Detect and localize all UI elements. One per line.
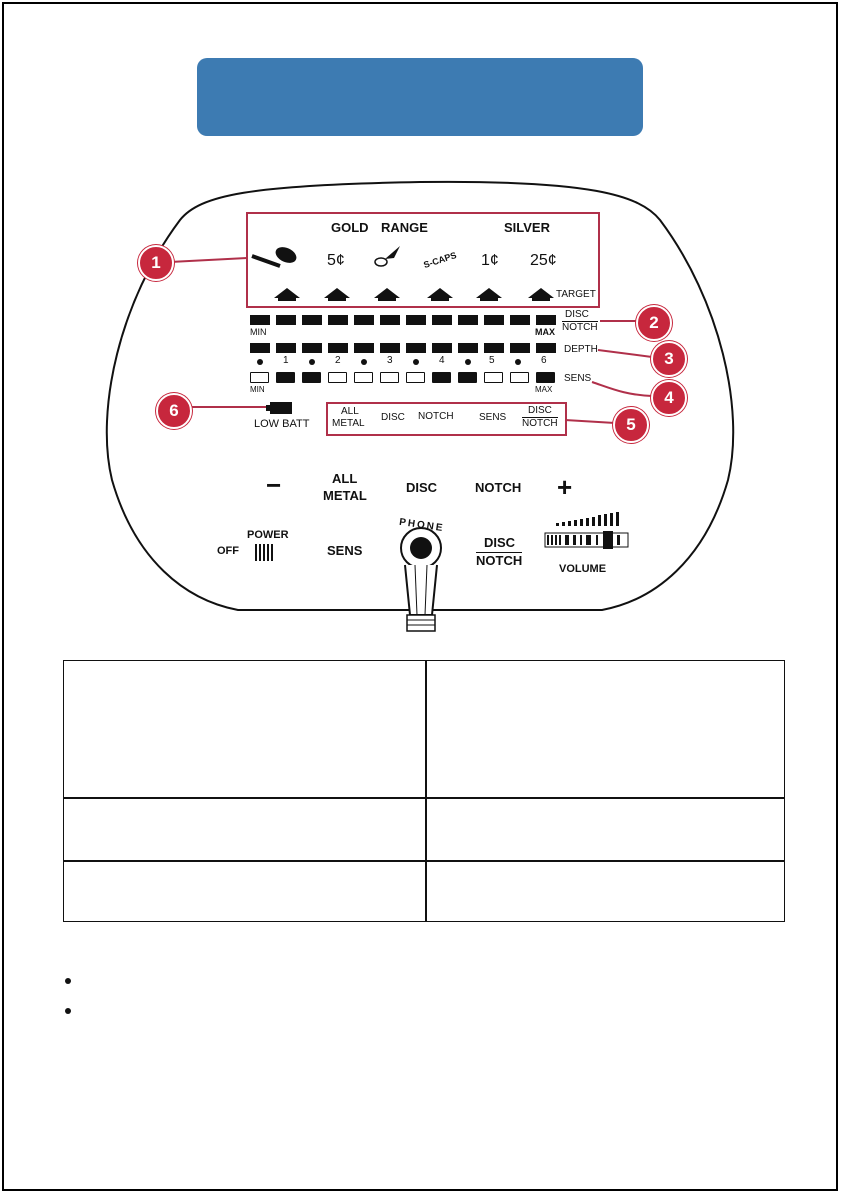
all-metal-button-bottom[interactable]: METAL (323, 488, 367, 503)
depth-dot (413, 359, 419, 365)
segment (484, 343, 504, 353)
callout-6: 6 (156, 393, 192, 429)
depth-dot (257, 359, 263, 365)
segment (302, 372, 321, 383)
volume-label[interactable]: VOLUME (559, 563, 607, 575)
table-row-divider (64, 797, 784, 799)
segment (406, 372, 425, 383)
disc-min-label: MIN (250, 327, 267, 337)
callout-1: 1 (138, 245, 174, 281)
mode-disc-notch-top: DISC (528, 405, 552, 416)
disc-button[interactable]: DISC (406, 480, 438, 495)
segment (432, 315, 452, 325)
disc-notch-top-label: DISC (565, 309, 589, 320)
mode-disc-notch-bottom: NOTCH (522, 418, 558, 429)
segment (510, 372, 529, 383)
power-label[interactable]: POWER (247, 529, 289, 541)
phone-label: PHONE (398, 516, 446, 535)
segment (484, 315, 504, 325)
segment (458, 343, 478, 353)
segment (302, 343, 322, 353)
segment (510, 343, 530, 353)
segment (406, 315, 426, 325)
list-bullet (65, 1008, 71, 1014)
segment (276, 372, 295, 383)
all-metal-button-top[interactable]: ALL (332, 471, 358, 486)
list-bullet (65, 978, 71, 984)
s-caps-label: S-CAPS (422, 249, 458, 271)
segment (406, 343, 426, 353)
disc-max-label: MAX (535, 327, 555, 337)
segment (432, 343, 452, 353)
gold-label: GOLD (331, 220, 369, 235)
depth-tick-6: 6 (541, 355, 547, 366)
segment (250, 315, 270, 325)
depth-tick-4: 4 (439, 355, 445, 366)
callout-3: 3 (651, 341, 687, 377)
segment (536, 372, 555, 383)
depth-dot (465, 359, 471, 365)
segment (354, 372, 373, 383)
table-row-divider (64, 860, 784, 862)
depth-dot (515, 359, 521, 365)
mode-notch-label: NOTCH (418, 411, 454, 422)
depth-tick-2: 2 (335, 355, 341, 366)
segment (458, 315, 478, 325)
segment (536, 343, 556, 353)
depth-dot (309, 359, 315, 365)
segment (458, 372, 477, 383)
coin-5-label: 5¢ (327, 252, 345, 269)
segment (328, 343, 348, 353)
segment (380, 315, 400, 325)
disc-notch-bottom-label: NOTCH (562, 322, 598, 333)
notch-button[interactable]: NOTCH (475, 480, 522, 495)
segment (250, 343, 270, 353)
segment (536, 315, 556, 325)
segment (354, 315, 374, 325)
segment (510, 315, 530, 325)
sens-label: SENS (564, 373, 592, 384)
segment (276, 343, 296, 353)
segment (250, 372, 269, 383)
callout-2: 2 (636, 305, 672, 341)
coin-25-label: 25¢ (530, 252, 557, 269)
depth-label: DEPTH (564, 344, 598, 355)
sens-max-label: MAX (535, 385, 553, 394)
mode-sens-label: SENS (479, 412, 507, 423)
mode-disc-label: DISC (381, 412, 405, 423)
depth-tick-5: 5 (489, 355, 495, 366)
callout-5: 5 (613, 407, 649, 443)
sens-button[interactable]: SENS (327, 543, 363, 558)
depth-tick-3: 3 (387, 355, 393, 366)
disc-notch-button-top[interactable]: DISC (484, 535, 516, 550)
plus-button[interactable]: + (557, 472, 573, 502)
segment (328, 315, 348, 325)
segment (302, 315, 322, 325)
segment (484, 372, 503, 383)
segment (380, 343, 400, 353)
target-label: TARGET (556, 289, 596, 300)
silver-label: SILVER (504, 220, 550, 235)
description-table (63, 660, 785, 922)
mode-all-label: ALL (341, 406, 359, 417)
table-divider (425, 661, 427, 921)
range-label: RANGE (381, 220, 428, 235)
segment (432, 372, 451, 383)
low-batt-label: LOW BATT (254, 418, 310, 430)
coin-1-label: 1¢ (481, 252, 499, 269)
depth-tick-1: 1 (283, 355, 289, 366)
depth-dot (361, 359, 367, 365)
segment (328, 372, 347, 383)
off-label: OFF (217, 545, 239, 557)
sens-min-label: MIN (250, 385, 265, 394)
segment (276, 315, 296, 325)
disc-notch-button-bottom[interactable]: NOTCH (476, 553, 523, 568)
callout-4: 4 (651, 380, 687, 416)
segment (354, 343, 374, 353)
segment (380, 372, 399, 383)
minus-button[interactable]: − (266, 470, 282, 500)
mode-metal-label: METAL (332, 418, 365, 429)
